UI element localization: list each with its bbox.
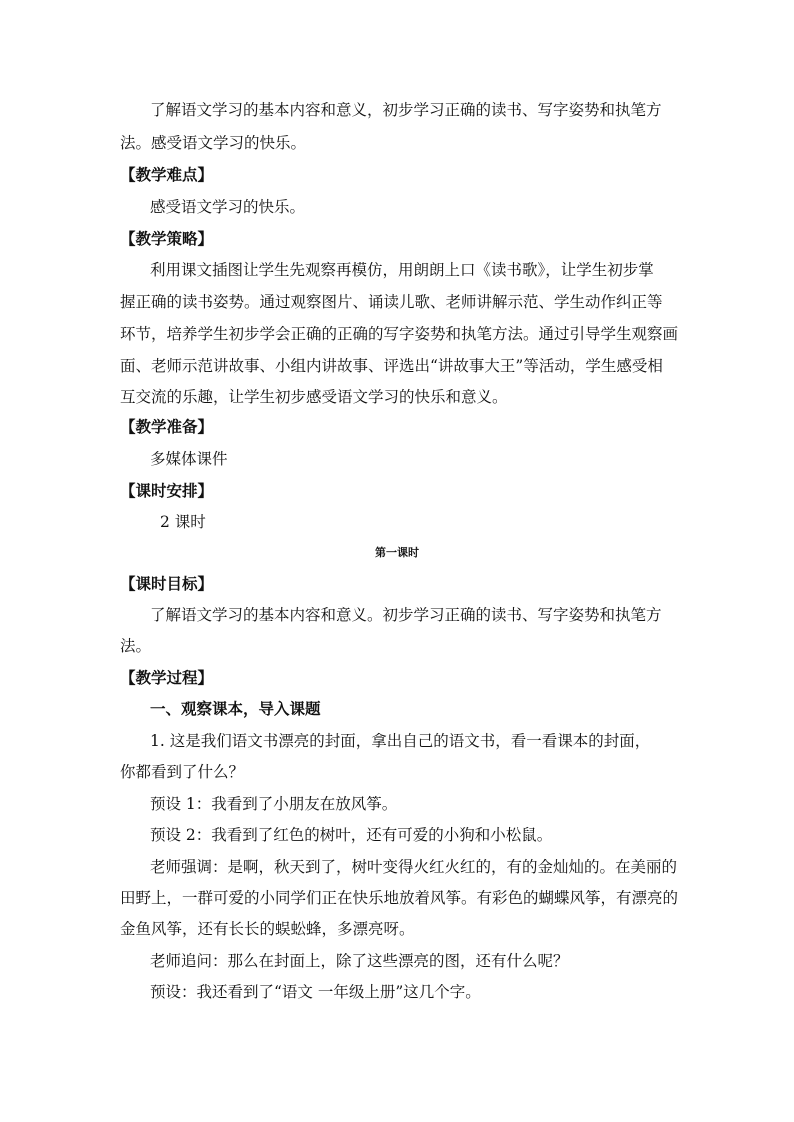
- schedule-text: 2 课时: [160, 513, 206, 531]
- strategy-text-line-4: 面、老师示范讲故事、小组内讲故事、评选出“讲故事大王”等活动，学生感受相: [120, 357, 663, 375]
- teacher-question-text: 老师追问：那么在封面上，除了这些漂亮的图，还有什么呢？: [150, 952, 569, 970]
- difficulty-text: 感受语文学习的快乐。: [150, 198, 306, 216]
- section-heading-schedule: 【课时安排】: [120, 481, 214, 500]
- section-heading-strategy: 【教学策略】: [120, 229, 214, 248]
- preparation-text: 多媒体课件: [150, 450, 228, 468]
- teacher-emphasis-line-1: 老师强调：是啊，秋天到了，树叶变得火红火红的，有的金灿灿的。在美丽的: [150, 858, 678, 876]
- process-text-line-1: 1. 这是我们语文书漂亮的封面，拿出自己的语文书，看一看课本的封面，: [150, 732, 651, 750]
- process-step-heading: 一、观察课本，导入课题: [150, 699, 321, 718]
- preset-answer-text: 预设：我还看到了“语文 一年级上册”这几个字。: [150, 983, 481, 1001]
- section-heading-preparation: 【教学准备】: [120, 417, 214, 436]
- lesson-goal-text-line-1: 了解语文学习的基本内容和意义。初步学习正确的读书、写字姿势和执笔方: [150, 606, 662, 624]
- strategy-text-line-1: 利用课文插图让学生先观察再模仿，用朗朗上口《读书歌》，让学生初步掌: [150, 261, 654, 279]
- strategy-text-line-5: 互交流的乐趣，让学生初步感受语文学习的快乐和意义。: [120, 388, 508, 406]
- section-heading-process: 【教学过程】: [120, 668, 214, 687]
- process-text-line-2: 你都看到了什么？: [120, 763, 245, 781]
- preset-2-text: 预设 2：我看到了红色的树叶，还有可爱的小狗和小松鼠。: [150, 826, 553, 844]
- goal-text-line-1: 了解语文学习的基本内容和意义，初步学习正确的读书、写字姿势和执笔方: [150, 101, 662, 119]
- section-heading-lesson-goal: 【课时目标】: [120, 574, 214, 593]
- preset-1-text: 预设 1：我看到了小朋友在放风筝。: [150, 795, 398, 813]
- section-heading-difficulty: 【教学难点】: [120, 165, 214, 184]
- lesson-title: 第一课时: [375, 546, 419, 559]
- goal-text-line-2: 法。感受语文学习的快乐。: [120, 134, 307, 152]
- strategy-text-line-3: 环节，培养学生初步学会正确的正确的写字姿势和执笔方法。通过引导学生观察画: [120, 325, 679, 343]
- lesson-goal-text-line-2: 法。: [120, 637, 152, 655]
- teacher-emphasis-line-2: 田野上，一群可爱的小同学们正在快乐地放着风筝。有彩色的蝴蝶风筝，有漂亮的: [120, 889, 679, 907]
- teacher-emphasis-line-3: 金鱼风筝，还有长长的蜈蚣蜂，多漂亮呀。: [120, 920, 415, 938]
- strategy-text-line-2: 握正确的读书姿势。通过观察图片、诵读儿歌、老师讲解示范、学生动作纠正等: [120, 293, 663, 311]
